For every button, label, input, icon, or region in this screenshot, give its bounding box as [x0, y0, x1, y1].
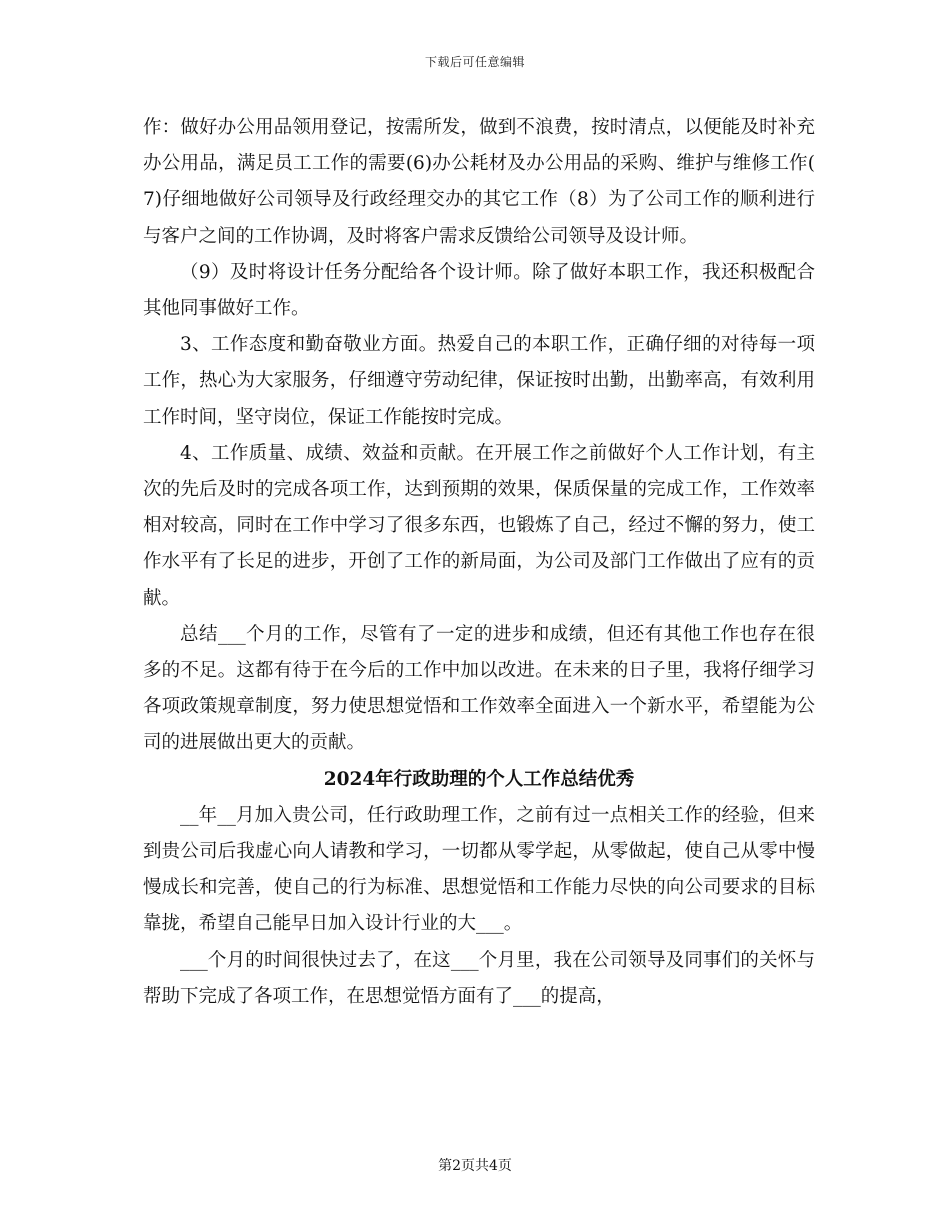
section-title: 2024年行政助理的个人工作总结优秀 [323, 768, 635, 790]
paragraph-work-attitude: 3、工作态度和勤奋敬业方面。热爱自己的本职工作，正确仔细的对待每一项工作，热心为大家服务，仔细遵守劳动纪律，保证按时出勤，出勤率高，有效利用工作时间，坚守岗位，保证工作能按时完成。 [143, 334, 815, 428]
paragraph-section-continued: ___个月的时间很快过去了，在这___个月里，我在公司领导及同事们的关怀与帮助下完成了各项工作，在思想觉悟方面有了___的提高， [143, 949, 815, 1007]
paragraph-summary: 总结___个月的工作，尽管有了一定的进步和成绩，但还有其他工作也存在很多的不足。这都有待于在今后的工作中加以改进。在未来的日子里，我将仔细学习各项政策规章制度，努力使思想觉悟和工作效率全面进入一个新水平，希望能为公司的进展做出更大的贡献。 [143, 623, 815, 754]
paragraph-continued: 作：做好办公用品领用登记，按需所发，做到不浪费，按时清点，以便能及时补充办公用品，满足员工工作的需要(6)办公耗材及办公用品的采购、维护与维修工作(7)仔细地做好公司领导及行政经理交办的其它工作（8）为了公司工作的顺利进行与客户之间的工作协调，及时将客户需求反馈给公司领导及设计师。 [143, 117, 815, 247]
page-header-note: 下载后可任意编辑 [424, 55, 525, 69]
paragraph-item-9: （9）及时将设计任务分配给各个设计师。除了做好本职工作，我还积极配合其他同事做好工作。 [143, 261, 815, 320]
document-body [143, 110, 815, 1015]
page-number-footer: 第2页共4页 [438, 1158, 512, 1174]
paragraph-work-quality: 4、工作质量、成绩、效益和贡献。在开展工作之前做好个人工作计划，有主次的先后及时的完成各项工作，达到预期的效果，保质保量的完成工作，工作效率相对较高，同时在工作中学习了很多东西，也锻炼了自己，经过不懈的努力，使工作水平有了长足的进步，开创了工作的新局面，为公司及部门工作做出了应有的贡献。 [143, 442, 815, 609]
paragraph-section-intro: __年__月加入贵公司，任行政助理工作，之前有过一点相关工作的经验，但来到贵公司后我虚心向人请教和学习，一切都从零学起，从零做起，使自己从零中慢慢成长和完善，使自己的行为标准、思想觉悟和工作能力尽快的向公司要求的目标靠拢，希望自己能早日加入设计行业的大___。 [143, 804, 815, 935]
